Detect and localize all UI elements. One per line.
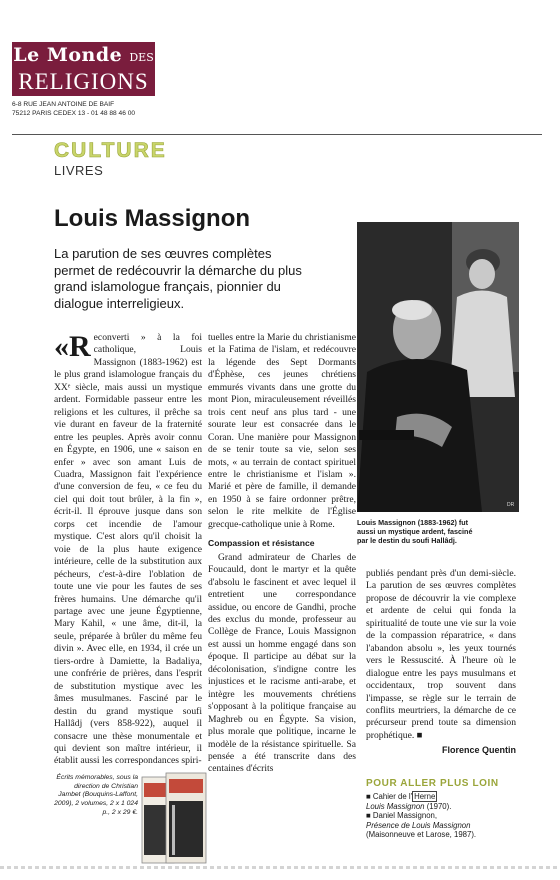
item1-year: (1970).: [426, 801, 452, 811]
logo-line2: RELIGIONS: [18, 69, 149, 94]
logo-des: DES: [129, 51, 154, 64]
section-sub: LIVRES: [54, 163, 104, 178]
photo-illustration: [357, 222, 519, 512]
col1-paragraph: econverti » à la foi catholique, Louis Massignon (1883-1962) est le plus grand islamologue français du XXᵉ siècle, mais aussi un mystique ardent. Formidable passeur entre les religions et les cultures, il prêche sa vie durant en faveur de la fraternité entre les peuples. Après avoir connu en Égypte, en 1906, une « saison en enfer » avec son amant Luis de Cuadra, Massignon fait l'expérience d'une conversion de feu, « ce feu du ciel qui doit tout brûler, à la fin », écrit-il. Il éprouve jusque dans son corps cet incendie de l'amour mystique. C'est alors qu'il choisit la voie de la plus haute exigence intérieure, celle de la substitution aux pécheurs, c'est-à-dire l'oblation de toute une vie pour les fautes de ses frères humains. Une démarche qu'il partage avec une jeune Égyptienne, Mary Kahil, « une âme, dit-il, la seule, préparée à brûler du même feu divin ». Avec elle, en 1934, il crée un tiers-ordre à Damiette, la Badaliya, une confrérie de prières, dans l'esprit de substitution mystique avec les âmes musulmanes. Fasciné par le destin du grand mystique soufi Hallâdj (vers 858-922), auquel il consacre une thèse monumentale et qui devient son maître intérieur, il établit aussi les correspondances spiri-: [54, 332, 202, 767]
le-monde-des-religions-logo: [12, 42, 155, 96]
article-column-2: [208, 332, 356, 776]
massignon-photo: [357, 222, 519, 512]
item1-herne: Herne: [414, 792, 436, 801]
article-author: Florence Quentin: [441, 745, 516, 756]
books-illustration: [140, 771, 210, 864]
photo-credit: DR: [507, 502, 515, 508]
address-line1: 6-8 RUE JEAN ANTOINE DE BAIF: [12, 101, 115, 108]
col2-paragraph-1: tuelles entre la Marie du christianisme et la Fatima de l'islam, et redécouvre la légende des Sept Dormants d'Éphèse, ces jeunes chrétiens emmurés vivants dans une grotte du mont Pion, miraculeusement réveillés trois cent neuf ans plus tard - une sourate leur est consacrée dans le Coran. Une manière pour Massignon de se tenir toute sa vie, selon ses mots, « au terrain de contact spirituel entre le christianisme et l'islam ». Marié et père de famille, il demande en 1950 à se faire ordonner prêtre, selon le rite melkite de l'Église grecque-catholique unie à Rome.: [208, 332, 356, 530]
article-column-3: [366, 568, 516, 757]
further-item-1-title: [366, 802, 518, 812]
logo-line1: Le Monde: [13, 44, 123, 66]
further-item-2-title: [366, 821, 518, 831]
item2-book: Présence de Louis Massignon: [366, 820, 471, 830]
item1-book: Louis Massignon: [366, 801, 425, 811]
col2-paragraph-2: Grand admirateur de Charles de Foucauld, dont le martyr et la quête d'absolu le fascinent et avec lequel il entretient une correspondance assidue, ou encore de Gandhi, proche des exclus du monde, professeur au Collège de France, Louis Massignon est aussi un homme engagé dans son époque. Il participe au débat sur la décolonisation, s'indigne contre les injustices et le racisme anti-arabe, et intègre les mouvements chrétiens s'opposant à la politique française au Maghreb ou en Égypte. Sa vision, plus morale que politique, incarne le modèle de la résistance spirituelle. Sa pensée a été transcrite dans des centaines d'écrits: [208, 551, 356, 775]
article-lead: La parution de ses œuvres complètes permet de redécouvrir la démarche du plus grand islamologue français, pionnier du dialogue interreligieux.: [54, 246, 302, 311]
article-column-1: [54, 332, 202, 768]
book-volumes-image: [140, 771, 210, 864]
book-caption: Écrits mémorables, sous la direction de Christian Jambet (Bouquins-Laffont, 2009), 2 volumes, 2 x 1 024 p., 2 x 29 €.: [54, 774, 138, 816]
bottom-scan-strip: [0, 866, 560, 869]
section-name: CULTURE: [54, 139, 167, 162]
further-item-2: ■ Daniel Massignon,: [366, 811, 438, 820]
publisher-address: [12, 101, 135, 118]
further-reading-list: [366, 792, 518, 840]
address-line2: 75212 PARIS CEDEX 13 - 01 48 88 46 00: [12, 109, 136, 117]
article-title: Louis Massignon: [54, 205, 251, 232]
further-reading-title: POUR ALLER PLUS LOIN: [366, 778, 499, 789]
further-item-1: ■ Cahier de l' Herne: [366, 792, 436, 801]
item2-pub: (Maisonneuve et Larose, 1987).: [366, 830, 477, 839]
photo-caption: Louis Massignon (1883-1962) fut aussi un mystique ardent, fasciné par le destin du soufi Hallâdj.: [357, 518, 473, 546]
end-mark: ■: [416, 729, 423, 741]
item2-author: Daniel Massignon,: [372, 811, 438, 820]
header-rule: [12, 134, 542, 135]
item1-pre: Cahier de l': [372, 792, 413, 801]
col3-paragraph: publiés pendant près d'un demi-siècle. La parution de ses œuvres complètes propose de découvrir la vie complexe et ardente de celui qui fonda la spiritualité de toute une vie sur la voie de la compassion réparatrice, « dans l'abandon absolu », les yeux tournés vers le Ressuscité. À l'heure où le dialogue entre les pays musulmans et occidentaux, trop souvent dans l'impasse, se règle sur le terrain de conflits meurtriers, la démarche de ce précurseur prend toute sa dimension prophétique.: [366, 568, 516, 741]
drop-cap: «R: [54, 330, 91, 363]
article-subhead: Compassion et résistance: [208, 538, 315, 549]
